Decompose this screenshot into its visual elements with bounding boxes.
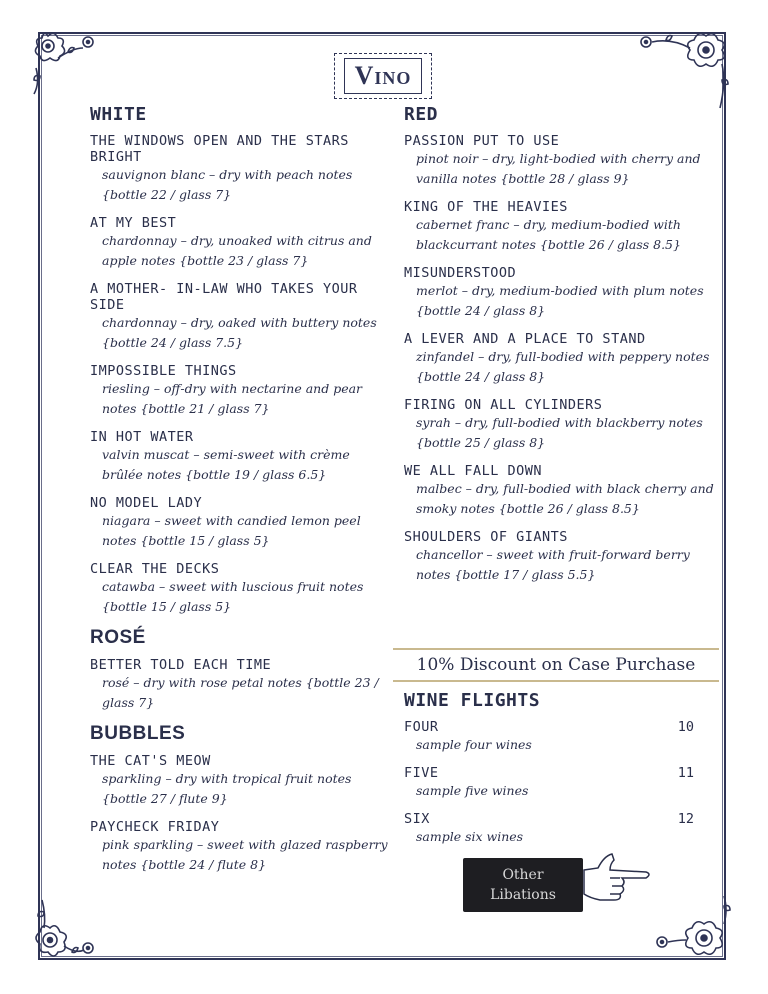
flight-row — [404, 765, 694, 781]
wine-description: chardonnay – dry, oaked with buttery notes {bottle 24 / glass 7.5} — [102, 315, 377, 350]
wine-name: FIRING ON ALL CYLINDERS — [404, 397, 603, 413]
flight-item — [404, 811, 694, 847]
wine-description: riesling – off-dry with nectarine and pear notes {bottle 21 / glass 7} — [102, 381, 363, 416]
wine-item — [404, 331, 714, 387]
flight-price: 12 — [677, 811, 694, 827]
wine-name: CLEAR THE DECKS — [90, 561, 220, 577]
menu-title-inner — [344, 58, 423, 94]
flight-name: FIVE — [404, 765, 439, 781]
wine-item — [90, 133, 390, 205]
wine-item — [404, 397, 714, 453]
flight-description: sample five wines — [416, 783, 529, 798]
wine-description: malbec – dry, full-bodied with black cherry and smoky notes {bottle 26 / glass 8.5} — [416, 481, 714, 516]
section-heading-wine-flights: WINE FLIGHTS — [404, 690, 541, 711]
wine-name: IMPOSSIBLE THINGS — [90, 363, 237, 379]
wine-item — [90, 657, 390, 713]
menu-title-box — [334, 53, 432, 99]
wine-item — [404, 199, 714, 255]
wine-description: syrah – dry, full-bodied with blackberry notes {bottle 25 / glass 8} — [416, 415, 703, 450]
wine-name: MISUNDERSTOOD — [404, 265, 517, 281]
section-heading-rose: ROSÉ — [90, 627, 146, 648]
wine-item — [90, 495, 390, 551]
wine-name: BETTER TOLD EACH TIME — [90, 657, 272, 673]
pointing-hand-icon — [580, 850, 656, 920]
floral-ornament-top-left-icon — [28, 28, 108, 98]
section-heading-bubbles: BUBBLES — [90, 723, 186, 744]
wine-item — [90, 363, 390, 419]
wine-name: AT MY BEST — [90, 215, 177, 231]
wine-item — [90, 561, 390, 617]
wine-name: THE WINDOWS OPEN AND THE STARS BRIGHT — [90, 133, 349, 165]
flight-name: FOUR — [404, 719, 439, 735]
wine-description: sauvignon blanc – dry with peach notes {bottle 22 / glass 7} — [102, 167, 353, 202]
flight-row — [404, 811, 694, 827]
wine-description: pinot noir – dry, light-bodied with cherry and vanilla notes {bottle 28 / glass 9} — [416, 151, 701, 186]
libations-line-1: Other — [502, 867, 544, 883]
wine-description: cabernet franc – dry, medium-bodied with blackcurrant notes {bottle 26 / glass 8.5} — [416, 217, 681, 252]
wine-description: catawba – sweet with luscious fruit notes {bottle 15 / glass 5} — [102, 579, 364, 614]
case-discount-banner: 10% Discount on Case Purchase — [393, 648, 719, 682]
wine-description: valvin muscat – semi-sweet with crème brûlée notes {bottle 19 / glass 6.5} — [102, 447, 350, 482]
wine-item — [404, 133, 714, 189]
floral-ornament-bottom-right-icon — [644, 890, 738, 970]
wine-description: sparkling – dry with tropical fruit notes {bottle 27 / flute 9} — [102, 771, 352, 806]
flight-row — [404, 719, 694, 735]
wine-name: A LEVER AND A PLACE TO STAND — [404, 331, 646, 347]
wine-item — [90, 753, 390, 809]
wine-name: A MOTHER- IN-LAW WHO TAKES YOUR SIDE — [90, 281, 358, 313]
wine-item — [404, 463, 714, 519]
wine-name: WE ALL FALL DOWN — [404, 463, 543, 479]
floral-ornament-bottom-left-icon — [28, 890, 118, 970]
wine-name: PASSION PUT TO USE — [404, 133, 560, 149]
wine-item — [90, 281, 390, 353]
flight-description: sample four wines — [416, 737, 532, 752]
libations-line-2: Libations — [490, 887, 556, 903]
flight-price: 10 — [677, 719, 694, 735]
flight-price: 11 — [677, 765, 694, 781]
section-heading-white: WHITE — [90, 104, 147, 125]
wine-item — [404, 265, 714, 321]
left-column — [90, 104, 390, 885]
wine-name: SHOULDERS OF GIANTS — [404, 529, 568, 545]
wine-description: niagara – sweet with candied lemon peel notes {bottle 15 / glass 5} — [102, 513, 361, 548]
flight-name: SIX — [404, 811, 430, 827]
menu-title: Vino — [354, 61, 412, 90]
wine-item — [90, 429, 390, 485]
wine-name: THE CAT'S MEOW — [90, 753, 211, 769]
wine-item — [90, 819, 390, 875]
wine-item — [404, 529, 714, 585]
wine-flights-section — [404, 690, 694, 857]
wine-name: IN HOT WATER — [90, 429, 194, 445]
wine-description: chancellor – sweet with fruit-forward berry notes {bottle 17 / glass 5.5} — [416, 547, 690, 582]
flight-description: sample six wines — [416, 829, 524, 844]
right-column — [404, 104, 714, 595]
wine-description: merlot – dry, medium-bodied with plum notes {bottle 24 / glass 8} — [416, 283, 704, 318]
wine-item — [90, 215, 390, 271]
section-heading-red: RED — [404, 104, 439, 125]
other-libations-link[interactable] — [463, 858, 583, 912]
wine-description: pink sparkling – sweet with glazed raspberry notes {bottle 24 / flute 8} — [102, 837, 388, 872]
wine-description: chardonnay – dry, unoaked with citrus and apple notes {bottle 23 / glass 7} — [102, 233, 372, 268]
flight-item — [404, 719, 694, 755]
wine-description: zinfandel – dry, full-bodied with peppery notes {bottle 24 / glass 8} — [416, 349, 710, 384]
wine-name: NO MODEL LADY — [90, 495, 203, 511]
wine-name: PAYCHECK FRIDAY — [90, 819, 220, 835]
flight-item — [404, 765, 694, 801]
wine-name: KING OF THE HEAVIES — [404, 199, 568, 215]
wine-description: rosé – dry with rose petal notes {bottle 23 / glass 7} — [102, 675, 379, 710]
